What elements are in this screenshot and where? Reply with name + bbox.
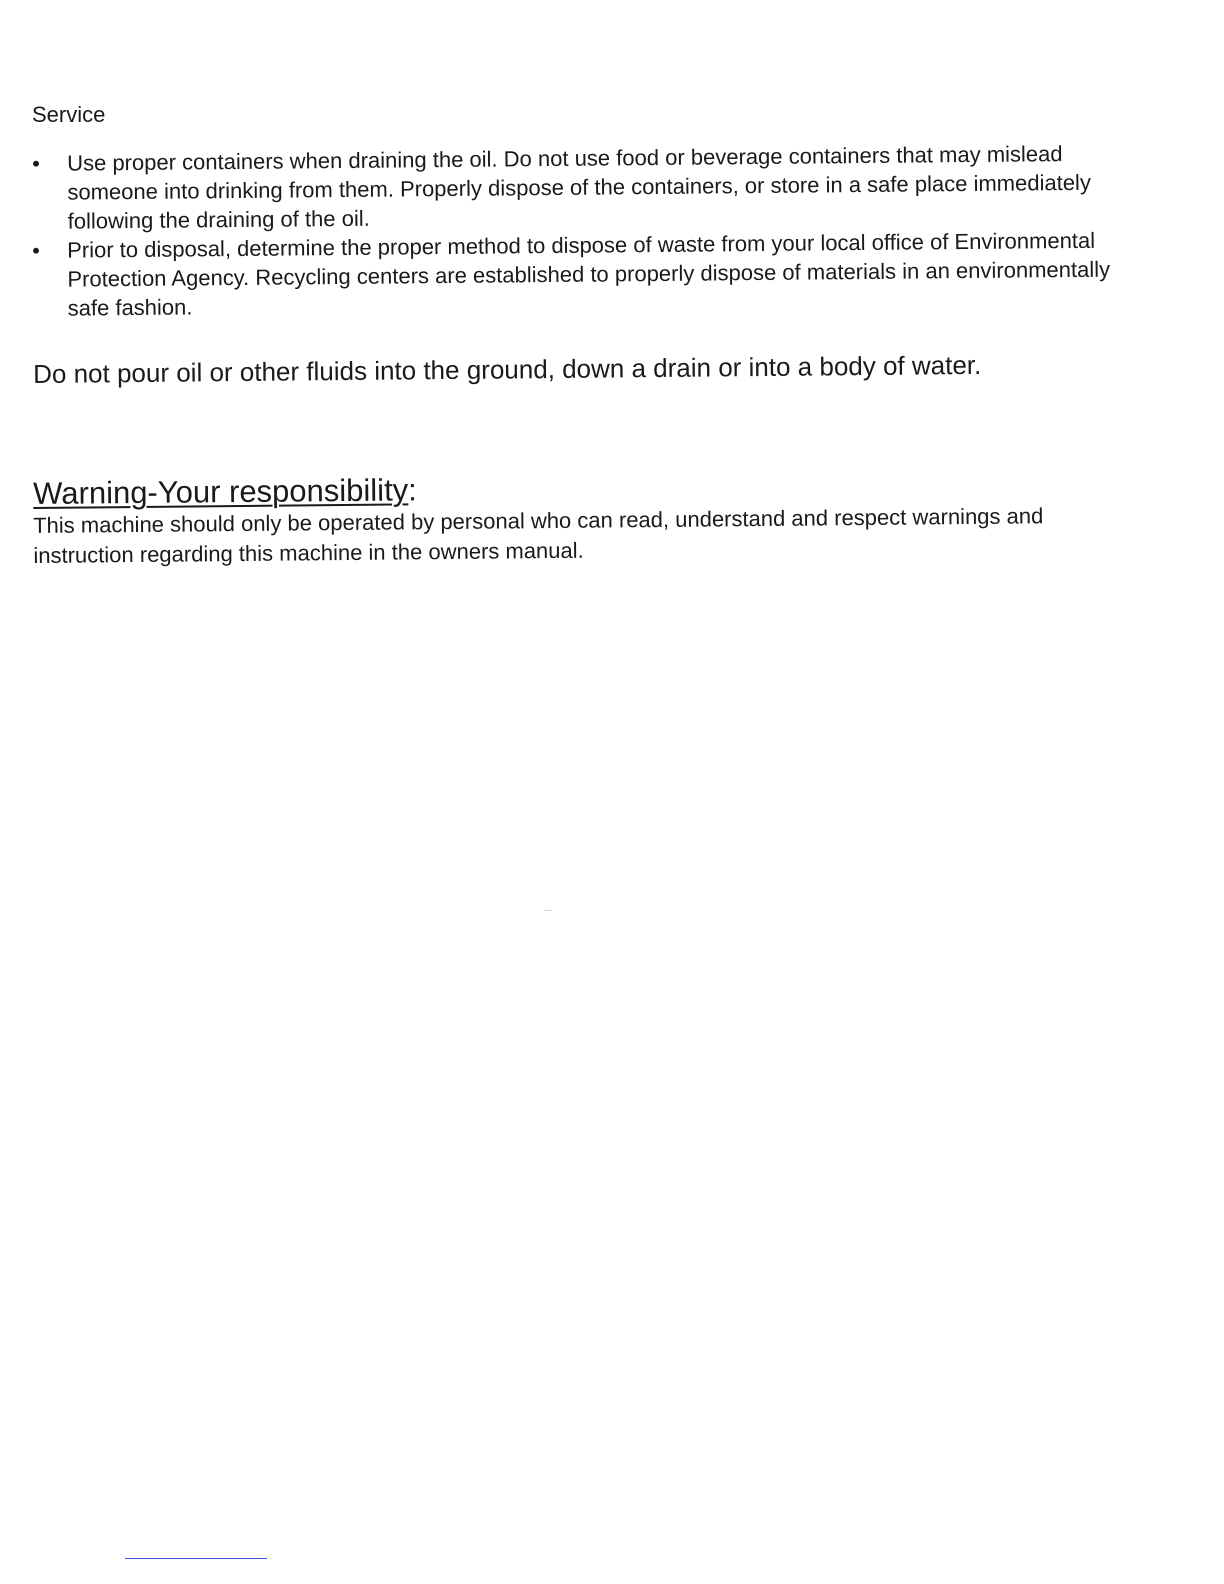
list-item — [30, 226, 1111, 323]
bullet-text: Use proper containers when draining the oil. Do not use food or beverage containers that may mislead someone into drinking from them. Properly dispose of the containers, or store in a safe place immediately following the draining of the oil. — [67, 141, 1092, 234]
caution-statement: Do not pour oil or other fluids into the ground, down a drain or into a body of water. — [33, 349, 982, 389]
warning-body: This machine should only be operated by personal who can read, understand and respect warnings and instruction regarding this machine in the owners manual. — [33, 503, 1044, 568]
service-bullet-list — [30, 141, 1111, 323]
bullet-text: Prior to disposal, determine the proper method to dispose of waste from your local office of Environmental Protection Agency. Recycling centers are established to properly dispose of materials in an environmentally safe fashion. — [67, 227, 1111, 321]
warning-heading — [33, 471, 417, 513]
warning-heading-colon: : — [408, 472, 417, 508]
section-label: Service — [32, 102, 106, 127]
bullet-icon: • — [32, 150, 40, 176]
scan-dots: ... — [544, 903, 553, 914]
footer-rule — [125, 1558, 267, 1559]
warning-heading-text: Warning-Your responsibility — [33, 472, 409, 511]
bullet-icon: • — [32, 237, 40, 263]
list-item — [30, 139, 1111, 236]
